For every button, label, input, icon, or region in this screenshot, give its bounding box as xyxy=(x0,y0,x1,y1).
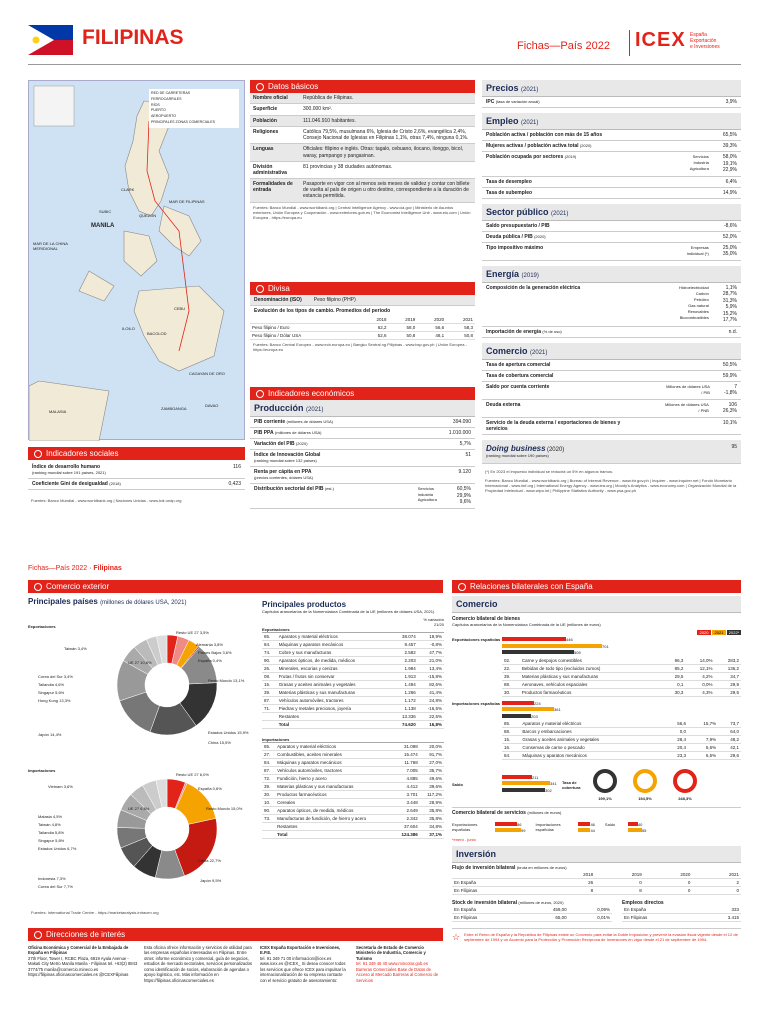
table-row: 39. Materias plásticas y sus manufacturas 29,5 4,2% 34,7 xyxy=(504,673,739,679)
pie-label: España 0,4% xyxy=(198,658,222,663)
pie-label: Resto Mundo 15,0% xyxy=(206,806,243,811)
person-icon xyxy=(34,450,42,458)
table-row: 85. Aparatos y material eléctricos 56,6 15,7% 73,7 xyxy=(504,721,739,726)
pie-label: Tailandia 5,8% xyxy=(38,830,65,835)
pie-label: China 22,7% xyxy=(198,858,221,863)
map: RED DE CARRETERAS FERROCARRILES RÍOS PUERTO AEROPUERTO PRINCIPALES ZONAS COMERCIALES MAR DE FILIPINAS MAR DE LA CHINA MERIDIONAL MANILA CLARK QUEZON CEBU DAVAO ILOILO BACOLOD CAGAYAN DE ORO ZAMBOANGA MALASIA SUBIC xyxy=(28,80,245,440)
exp-bar-2022 xyxy=(502,650,574,654)
location-icon xyxy=(34,931,42,939)
pie-label: Singapur 5,6% xyxy=(38,690,65,695)
table-row: Total 124.386 37,1% xyxy=(262,831,444,839)
page-title: FILIPINAS xyxy=(82,26,184,49)
table-row: 87. Vehículos automóviles, tractores 1.172 24,8% xyxy=(264,698,442,703)
direcciones: Direcciones de interés Oficina Económica y Comercial de la Embajada de España en Filipinas 27th Floor, Tower I, RCBC Plaza, 6819 Ayala Avenue - Makati City Metro Manila Manila - Filipinas tel. +63(2) 8843 3774/75 manila@comercio.mineco.es https://filipinas.oficinascomerciales.es @ICEXFilipinas Esta oficina ofrece información y servicios de utilidad para las empresas españolas interesadas en Filipinas. Entre otros: informe económico y comercial, guía de negocios, estudios de mercado sectoriales, servicios personalizados como identificación de socios, elaboración de agendas o apoyo logístico, etc. Más información en https://filipinas.oficinascomerciales.es ICEX España Exportación e Inversiones, E.P.E. tel. 91 349 71 00 informacion@icex.es www.icex.es @ICEX_ Si desea conocer todos los servicios que ofrece ICEX para impulsar la internacionalización de su empresa contacte con el servicio gratuito de asesoramiento: Secretaría de Estado de Comercio Ministerio de Industria, Comercio y Turismo tel. 91 349 46 40 www.mincotur.gob.es Barreras Comerciales Base de Datos de Acceso al Mercado Barreras al Comercio de Servicios xyxy=(28,928,443,983)
pie-label: Corea del Sur 3,4% xyxy=(38,674,73,679)
icex-logo-sub: España Exportación e Inversiones xyxy=(690,32,720,50)
table-row: 88. Aeronaves, vehículos espaciales 0,1 0,0% 29,9 xyxy=(504,681,739,687)
table-row: 39. Materias plásticas y sus manufacturas 1.266 41,4% xyxy=(264,690,442,695)
table-row: 87. Vehículos automóviles, tractores 7.005 35,7% xyxy=(264,768,442,773)
divisa: Divisa Denominación (ISO) Peso filipino (PHP) Evolución de los tipos de cambio. Promedios del periodo 2018 2019 2020 2021 Peso filipino / Euro 62,2 58,0 56,6 58,3 Peso filipino / Dólar USA 52,6 50,8 48,1 50,8 Fuentes: Banco Central Europeo - www.ecb.europa.eu | Bangko Sentral ng Pilipinas - www.bsp.gov.ph | Unión Europea - https://europa.eu xyxy=(252,284,473,352)
table-row: 10. Cereales 3.448 28,9% xyxy=(264,800,442,805)
table-row: 39. Materias plásticas y sus manufacturas 4.412 39,6% xyxy=(264,784,442,789)
pie-label: Japón 9,5% xyxy=(200,878,222,883)
indicadores-sociales: Indicadores sociales Índice de desarrollo humano (ranking mundial sobre 191 países, 2021) 116 Coeficiente Gini de desigualdad (2018) 0,423 Fuentes: Banco Mundial - www.worldbank.org | Naciones Unidas - www.hdr.undp.org xyxy=(28,447,245,505)
pie-label: Taiwán 3,4% xyxy=(64,646,87,651)
star-icon: ☆ xyxy=(452,932,461,942)
pie-label: UE 27 10,8% xyxy=(128,660,152,665)
chart-icon xyxy=(256,390,264,398)
table-row: 27. Combustibles, aceites minerales 15.474 91,7% xyxy=(264,752,442,757)
pie-label: Estados Unidos 6,7% xyxy=(38,846,77,851)
table-row: 84. Máquinas y aparatos mecánicos 9.457 -0,8% xyxy=(264,642,442,647)
icex-logo: ICEX xyxy=(635,29,686,51)
table-row: 90. Aparatos ópticos, de medida, médicos 2.649 35,8% xyxy=(264,808,442,813)
truck-icon xyxy=(34,583,42,591)
pie-label: Singapur 5,8% xyxy=(38,838,65,843)
table-row: 08. Frutas / frutos sin conservar 1.913 -15,8% xyxy=(264,674,442,679)
table-row: 72. Fundición, hierro y acero 4.885 49,6% xyxy=(264,776,442,781)
fichas-label: Fichas—País 2022 xyxy=(517,40,610,52)
table-row: 88. Barcos y embarcaciones 0,0 64,0 xyxy=(504,729,739,734)
table-row: 73. Manufacturas de fundición, de hierro y acero 2.342 35,8% xyxy=(264,816,442,821)
relaciones-bilaterales: Relaciones bilaterales con España Comercio Comercio bilateral de bienes Capítulos arancelarios de la Nomenclatura Combinada de la UE (millones de euros) 2020 2021 2022* Exportaciones españolas 446 701 505 02. Carne y despojos comestibles 96,3 14,0% 283,2 22. Bebidas de todo tipo (excluidos zumos) 85,2 12,1% 136,2 39. Materias plásticas y sus manufacturas 29,5 4,2% 34,7 88. Aeronaves, vehículos espaciales 0,1 0,0% 29,9 30. Productos farmacéuticos 30,3 4,3% 29,5 Importaciones españolas 224 361 203 85. Aparatos y material eléctricos 56,6 15,7% 73,7 88. Barcos y embarcaciones 0,0 64,0 15. Grasas y aceites animales y vegetales 28,4 7,9% 48,2 16. Conservas de carne o pescado 20,4 5,6% 42,1 84. Máquinas y aparatos mecánicos 23,3 6,5% 29,6 Saldo 211 341 302 Tasa de cobertura 199,1% 194,5% 248,3% Comercio bilateral de servicios (millones de euros) Exportaciones españolas 86 99 Importaciones españolas 46 44 Saldo 40 55 *enero - junio Inversión Flujo de inversión bilateral (bruta en millones de euros) 2018 2019 2020 2021 En España 26 0 0 2 En Filipinas 8 8 0 0 Stock de inversión bilateral (millones de euros, 2020) En España 459,00 0,09% En Filipinas 65,00 0,01% Empleos directos En España 333 En Filipinas 3.415 ☆ Entre el Reino de España y la República de Filipinas existe un Convenio para evitar la Doble Imposición y prevenir la evasión fiscal vigente desde el 12 de septiembre de 1994 y un Acuerdo para la Protección y Promoción Recíproca de Inversiones en vigor desde el 21 de septiembre de 1994. xyxy=(452,582,740,943)
pie-label: Tailandia 4,6% xyxy=(38,682,65,687)
comercio-exterior: Comercio exterior Principales países (millones de dólares USA, 2021) xyxy=(28,580,443,606)
flag-icon xyxy=(458,583,466,591)
philippines-flag-icon xyxy=(28,25,73,55)
table-row: 15. Grasas y aceites animales y vegetales 28,4 7,9% 48,2 xyxy=(504,737,739,742)
table-row: 26. Minerales, escorias y cenizas 1.984 13,4% xyxy=(264,666,442,671)
pie-label: Corea del Sur 7,7% xyxy=(38,884,73,889)
map-legend: RED DE CARRETERAS FERROCARRILES RÍOS PUERTO AEROPUERTO PRINCIPALES ZONAS COMERCIALES xyxy=(149,89,239,128)
cobertura-ring-2020 xyxy=(592,768,618,794)
pie-label: Vietnam 3,6% xyxy=(48,784,73,789)
pie-label: Japón 14,4% xyxy=(38,732,62,737)
principales-productos: Principales productos Capítulos arancelarios de la Nomenclatura Combinada de la UE (millones de dólares USA, 2021) % variación 21/20 Exportaciones 85. Aparatos y material eléctricos 38.074 19,9% 84. Máquinas y aparatos mecánicos 9.457 -0,8% 74. Cobre y sus manufacturas 2.582 47,7% 90. Aparatos ópticos, de medida, médicos 2.203 21,0% 26. Minerales, escorias y cenizas 1.984 13,4% 08. Frutas / frutos sin conservar 1.913 -15,8% 15. Grasas y aceites animales y vegetales 1.494 82,6% 39. Materias plásticas y sus manufacturas 1.266 41,4% 87. Vehículos automóviles, tractores 1.172 24,8% 71. Piedras y metales preciosos, joyería 1.138 -16,5% Restantes 13.336 22,5% Total 74.620 16,8% Importaciones 85. Aparatos y material eléctricos 31.098 20,0% 27. Combustibles, aceites minerales 15.474 91,7% 84. Máquinas y aparatos mecánicos 11.768 27,0% 87. Vehículos automóviles, tractores 7.005 35,7% 72. Fundición, hierro y acero 4.885 49,6% 39. Materias plásticas y sus manufacturas 4.412 39,6% 30. Productos farmacéuticos 3.701 117,2% 10. Cereales 3.448 28,9% 90. Aparatos ópticos, de medida, médicos 2.649 35,8% 73. Manufacturas de fundición, de hierro y acero 2.342 35,8% Restantes 37.604 34,8% Total 124.386 37,1% xyxy=(262,600,444,837)
table-row: 84. Máquinas y aparatos mecánicos 23,3 6,5% 29,6 xyxy=(504,753,739,758)
table-row: 16. Conservas de carne o pescado 20,4 5,6% 42,1 xyxy=(504,745,739,750)
cobertura-ring-2022 xyxy=(672,768,698,794)
table-row: Restantes 13.336 22,5% xyxy=(262,713,444,721)
table-row: 02. Carne y despojos comestibles 96,3 14,0% 283,2 xyxy=(504,657,739,663)
page-header xyxy=(0,0,768,72)
page2-breadcrumb: Fichas—País 2022 · Filipinas xyxy=(28,565,122,572)
table-row: 22. Bebidas de todo tipo (excluidos zumos) 85,2 12,1% 136,2 xyxy=(504,665,739,671)
pie-label: Estados Unidos 15,9% xyxy=(208,730,249,735)
table-row: Restantes 37.604 34,8% xyxy=(262,823,444,831)
sociales-header: Indicadores sociales xyxy=(28,447,245,460)
datos-basicos: Datos básicos Nombre oficial República de Filipinas. Superficie 300.000 km². Población 111.046.910 habitantes. Religiones Católica 79,5%, musulmana 6%, Iglesia de Cristo 2,6%, evangélica 2,4%, Consejo Nacional de Iglesias en Filipinas 1,1%, otras 7,4%, ninguna 0,1%. Lenguas Oficiales: filipino e inglés. Otras: tagalo, cebuano, ilocano, ilonggo, bicol, waray, pampango y pangasinan. División administrativa 81 provincias y 38 ciudades autónomas. Formalidades de entrada Pasaporte en vigor con al menos seis meses de validez y contar con billete de vuelta al país de origen u otro destino, correspondiente a la duración de estancia permitida. Fuentes: Banco Mundial - www.worldbank.org | Central Intelligence Agency - www.cia.gov | Ministerio de Asuntos exteriores, Unión Europea y Cooperación - www.exteriores.gob.es | The Economist Intelligence Unit - www.eiu.com | Unión Europea - https://europa.eu xyxy=(250,80,475,222)
table-row: Total 74.620 16,8% xyxy=(262,721,444,729)
pie-label: China 15,5% xyxy=(208,740,231,745)
pie-charts: Exportaciones Importaciones Resto UE 27 3,5% Alemania 3,8% Países Bajos 3,6% España 0,4% Resto Mundo 13,1% Estados Unidos 15,9% China 15,5% Japón 14,4% Hong Kong 13,3% Singapur 5,6% Tailandia 4,6% Corea del Sur 3,4% Taiwán 3,4% UE 27 10,8% Resto UE 27 6,0% España 0,6% Resto Mundo 15,0% China 22,7% Japón 9,5% Corea del Sur 7,7% Indonesia 7,3% Estados Unidos 6,7% Singapur 5,8% Tailandia 5,8% Taiwán 4,8% Malasia 4,5% Vietnam 3,6% UE 27 6,6% xyxy=(28,610,253,910)
table-row: 90. Aparatos ópticos, de medida, médicos 2.203 21,0% xyxy=(264,658,442,663)
pie-label: Malasia 4,5% xyxy=(38,814,63,819)
exp-bar-2021 xyxy=(502,644,602,648)
pie-label: Países Bajos 3,6% xyxy=(198,650,232,655)
table-row: 85. Aparatos y material eléctricos 31.098 20,0% xyxy=(264,744,442,749)
currency-icon xyxy=(256,285,264,293)
table-row: 74. Cobre y sus manufacturas 2.582 47,7% xyxy=(264,650,442,655)
table-row: 85. Aparatos y material eléctricos 38.074 19,9% xyxy=(264,634,442,639)
pie-label: Taiwán 4,8% xyxy=(38,822,61,827)
table-row: 30. Productos farmacéuticos 30,3 4,3% 29,5 xyxy=(504,689,739,695)
target-icon xyxy=(256,83,264,91)
pie-label: Alemania 3,8% xyxy=(196,642,223,647)
table-row: 30. Productos farmacéuticos 3.701 117,2% xyxy=(264,792,442,797)
pie-label: Hong Kong 13,3% xyxy=(38,698,71,703)
cobertura-ring-2021 xyxy=(632,768,658,794)
pie-label: Indonesia 7,3% xyxy=(38,876,66,881)
table-row: 84. Máquinas y aparatos mecánicos 11.768 27,0% xyxy=(264,760,442,765)
right-indicators: Precios (2021) IPC (tasa de variación anual) 3,9% Empleo (2021) Población activa / población con más de 15 años 65,5% Mujeres activas / población activa total (2020) 39,3% Población ocupada por sectores (2019) Servicios Industria Agricultura 58,0% 19,1% 22,9% Tasa de desempleo 6,4% Tasa de subempleo 14,9% Sector público (2021) Saldo presupuestario / PIB -8,6% Deuda pública / PIB (2020) 52,0% Tipo impositivo máximo Empresas Individual (*) 25,0% 35,0% Energía (2019) Composición de la generación eléctrica Hidroelectricidad Carbón Petróleo Gas natural Renovables Biocombustibles 1,1% 28,7% 31,3% 5,9% 15,2% 17,7% Importación de energía (% de uso) n.d. Comercio (2021) Tasa de apertura comercial 50,5% Tasa de cobertura comercial 59,9% Saldo por cuenta corriente Millones de dólares USA / PIB 7 -1,8% Deuda externa Millones de dólares USA / PNB 106 26,3% Servicio de la deuda externa / exportaciones de bienes y servicios 10,1% Doing business (2020) (ranking mundial sobre 190 países) 95 (*) En 2023 el impuesto individual se reducirá un 5% en algunos tramos. Fuentes: Banco Mundial - www.worldbank.org | Bureau of Internal Revenue - www.bir.gov.ph | Inquirer - www.inquirer.net | Fondo Monetario Internacional - www.imf.org | International Energy Agency - www.iea.org | Moody's Analytics - www.economy.com | Organización Mundial de la Propiedad Intelectual - www.wipo.int | Philippine Statistics Authority - www.psa.gov.ph xyxy=(482,80,741,495)
exp-bar-2020 xyxy=(502,637,566,641)
divisa-table: 2018 2019 2020 2021 Peso filipino / Euro 62,2 58,0 56,6 58,3 Peso filipino / Dólar USA 52,6 50,8 48,1 50,8 xyxy=(252,317,473,338)
pie-label: Resto UE 27 6,0% xyxy=(176,772,209,777)
indicadores-economicos: Indicadores económicos Producción (2021) PIB corriente (millones de dólares USA) 394.090 PIB PPA (millones de dólares USA) 1.010.000 Variación del PIB (2020) 5,7% Índice de Innovación Global (ranking mundial sobre 132 países) 51 Renta per cápita en PPA (precios corrientes, dólares USA) 9.120 Distribución sectorial del PIB (est.) Servicios Industria Agricultura 60,5% 29,9% 9,6% xyxy=(250,387,475,509)
pie-label: Resto Mundo 13,1% xyxy=(208,678,245,683)
pie-label: España 0,6% xyxy=(198,786,222,791)
table-row: 15. Grasas y aceites animales y vegetales 1.494 82,6% xyxy=(264,682,442,687)
pie-label: Resto UE 27 3,5% xyxy=(176,630,209,635)
table-row: 71. Piedras y metales preciosos, joyería 1.138 -16,5% xyxy=(264,706,442,711)
pie-label: UE 27 6,6% xyxy=(128,806,150,811)
